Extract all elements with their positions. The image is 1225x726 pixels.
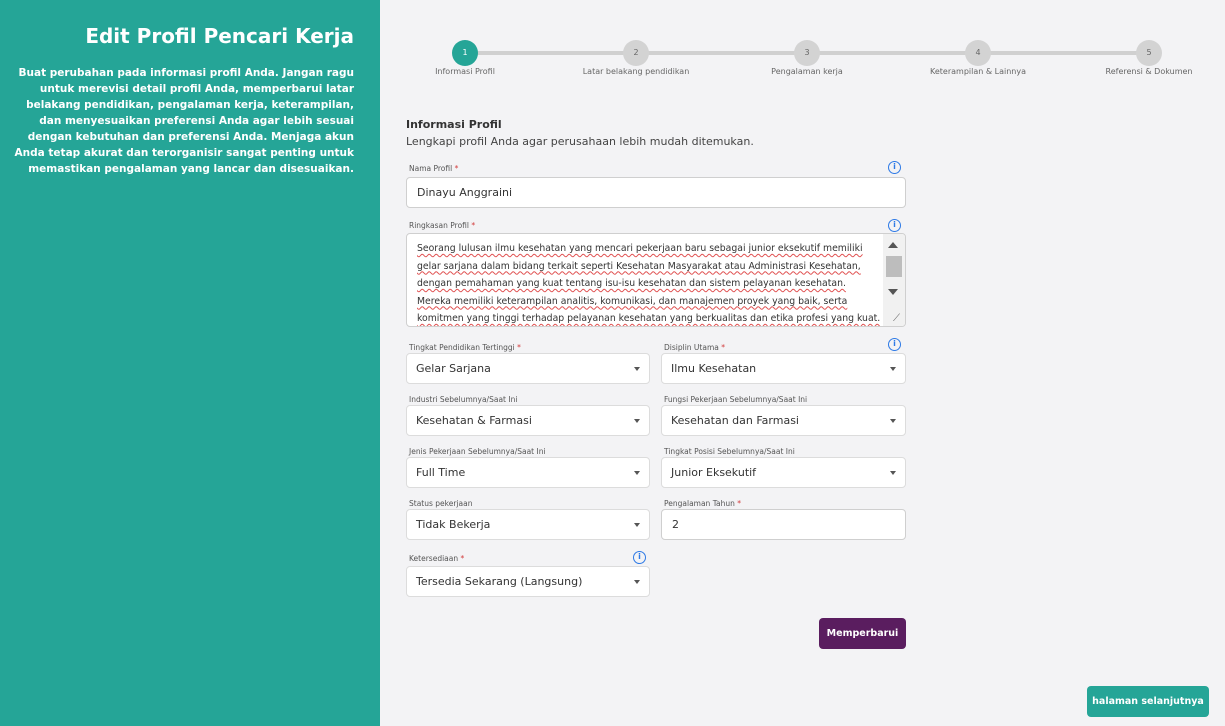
previous-industry-label: Industri Sebelumnya/Saat Ini [409,395,518,404]
previous-function-label: Fungsi Pekerjaan Sebelumnya/Saat Ini [664,395,808,404]
scroll-down-icon[interactable] [888,289,898,295]
summary-text: Seorang lulusan ilmu kesehatan yang mencari pekerjaan baru sebagai junior eksekutif memiliki gelar sarjana dalam bidang terkait seperti Kesehatan Masyarakat atau Administrasi Kesehatan, dengan pemahaman yang kuat tentang isu-isu kesehatan dan sistem pelayanan kesehatan. Mereka memiliki keterampilan analitis, komunikasi, dan manajemen proyek yang baik, serta komitmen yang tinggi terhadap pelayanan kesehatan yang berkualitas dan etika profesi yang kuat. [417,243,881,324]
info-icon[interactable]: i [888,161,901,174]
next-page-button[interactable]: halaman selanjutnya [1087,686,1209,717]
main-discipline-label: Disiplin Utama * [664,343,725,352]
previous-industry-select[interactable]: Kesehatan & Farmasi [406,405,650,436]
availability-label: Ketersediaan * [409,554,465,563]
availability-select[interactable]: Tersedia Sekarang (Langsung) [406,566,650,597]
job-type-select[interactable]: Full Time [406,457,650,488]
step-1-circle: 1 [452,40,478,66]
step-2-label: Latar belakang pendidikan [582,67,690,76]
profile-name-input[interactable]: Dinayu Anggraini [406,177,906,208]
step-3-label: Pengalaman kerja [771,67,843,76]
chevron-down-icon [634,580,640,584]
previous-function-select[interactable]: Kesehatan dan Farmasi [661,405,906,436]
left-panel [0,0,380,726]
main-discipline-select[interactable]: Ilmu Kesehatan [661,353,906,384]
update-button[interactable]: Memperbarui [819,618,906,649]
scroll-up-icon[interactable] [888,242,898,248]
position-level-label: Tingkat Posisi Sebelumnya/Saat Ini [664,447,795,456]
step-3-circle: 3 [794,40,820,66]
chevron-down-icon [634,471,640,475]
progress-stepper [410,40,1210,85]
step-3[interactable] [727,40,887,76]
step-4-circle: 4 [965,40,991,66]
step-1[interactable] [385,40,545,76]
summary-textarea[interactable] [406,233,906,327]
position-level-select[interactable]: Junior Eksekutif [661,457,906,488]
info-icon[interactable]: i [888,338,901,351]
summary-label: Ringkasan Profil * [409,221,476,230]
page-description: Buat perubahan pada informasi profil Anda. Jangan ragu untuk merevisi detail profil Anda, memperbarui latar belakang pendidikan, pengalaman kerja, keterampilan, dan menyesuaikan preferensi Anda agar lebih sesuai dengan kebutuhan dan preferensi Anda. Menjaga akun Anda tetap akurat dan terorganisir sangat penting untuk memastikan pengalaman yang lancar dan disesuaikan. [14,67,354,175]
info-icon[interactable]: i [888,219,901,232]
page-title: Edit Profil Pencari Kerja [85,24,354,48]
required-mark: * [737,499,742,508]
chevron-down-icon [634,419,640,423]
step-1-label: Informasi Profil [435,67,495,76]
chevron-down-icon [890,419,896,423]
chevron-down-icon [634,367,640,371]
work-status-select[interactable]: Tidak Bekerja [406,509,650,540]
required-mark: * [454,164,459,173]
profile-name-label: Nama Profil * [409,164,459,173]
required-mark: * [517,343,521,352]
required-mark: * [471,221,476,230]
job-type-label: Jenis Pekerjaan Sebelumnya/Saat Ini [409,447,546,456]
work-status-label: Status pekerjaan [409,499,473,508]
form-header [406,118,906,148]
scroll-thumb[interactable] [886,256,902,277]
experience-years-input[interactable]: 2 [661,509,906,540]
info-icon[interactable]: i [633,551,646,564]
step-4-label: Keterampilan & Lainnya [930,67,1026,76]
experience-years-label: Pengalaman Tahun * [664,499,742,508]
step-5[interactable] [1069,40,1225,76]
resize-grip-icon[interactable]: ⟋ [893,313,900,324]
education-level-select[interactable]: Gelar Sarjana [406,353,650,384]
required-mark: * [721,343,725,352]
step-5-label: Referensi & Dokumen [1105,67,1193,76]
chevron-down-icon [890,471,896,475]
step-5-circle: 5 [1136,40,1162,66]
education-level-label: Tingkat Pendidikan Tertinggi * [409,343,521,352]
step-2-circle: 2 [623,40,649,66]
section-subtitle: Lengkapi profil Anda agar perusahaan lebih mudah ditemukan. [406,135,754,148]
step-4[interactable] [898,40,1058,76]
required-mark: * [460,554,465,563]
chevron-down-icon [890,367,896,371]
step-2[interactable] [556,40,716,76]
chevron-down-icon [634,523,640,527]
section-title: Informasi Profil [406,118,502,131]
